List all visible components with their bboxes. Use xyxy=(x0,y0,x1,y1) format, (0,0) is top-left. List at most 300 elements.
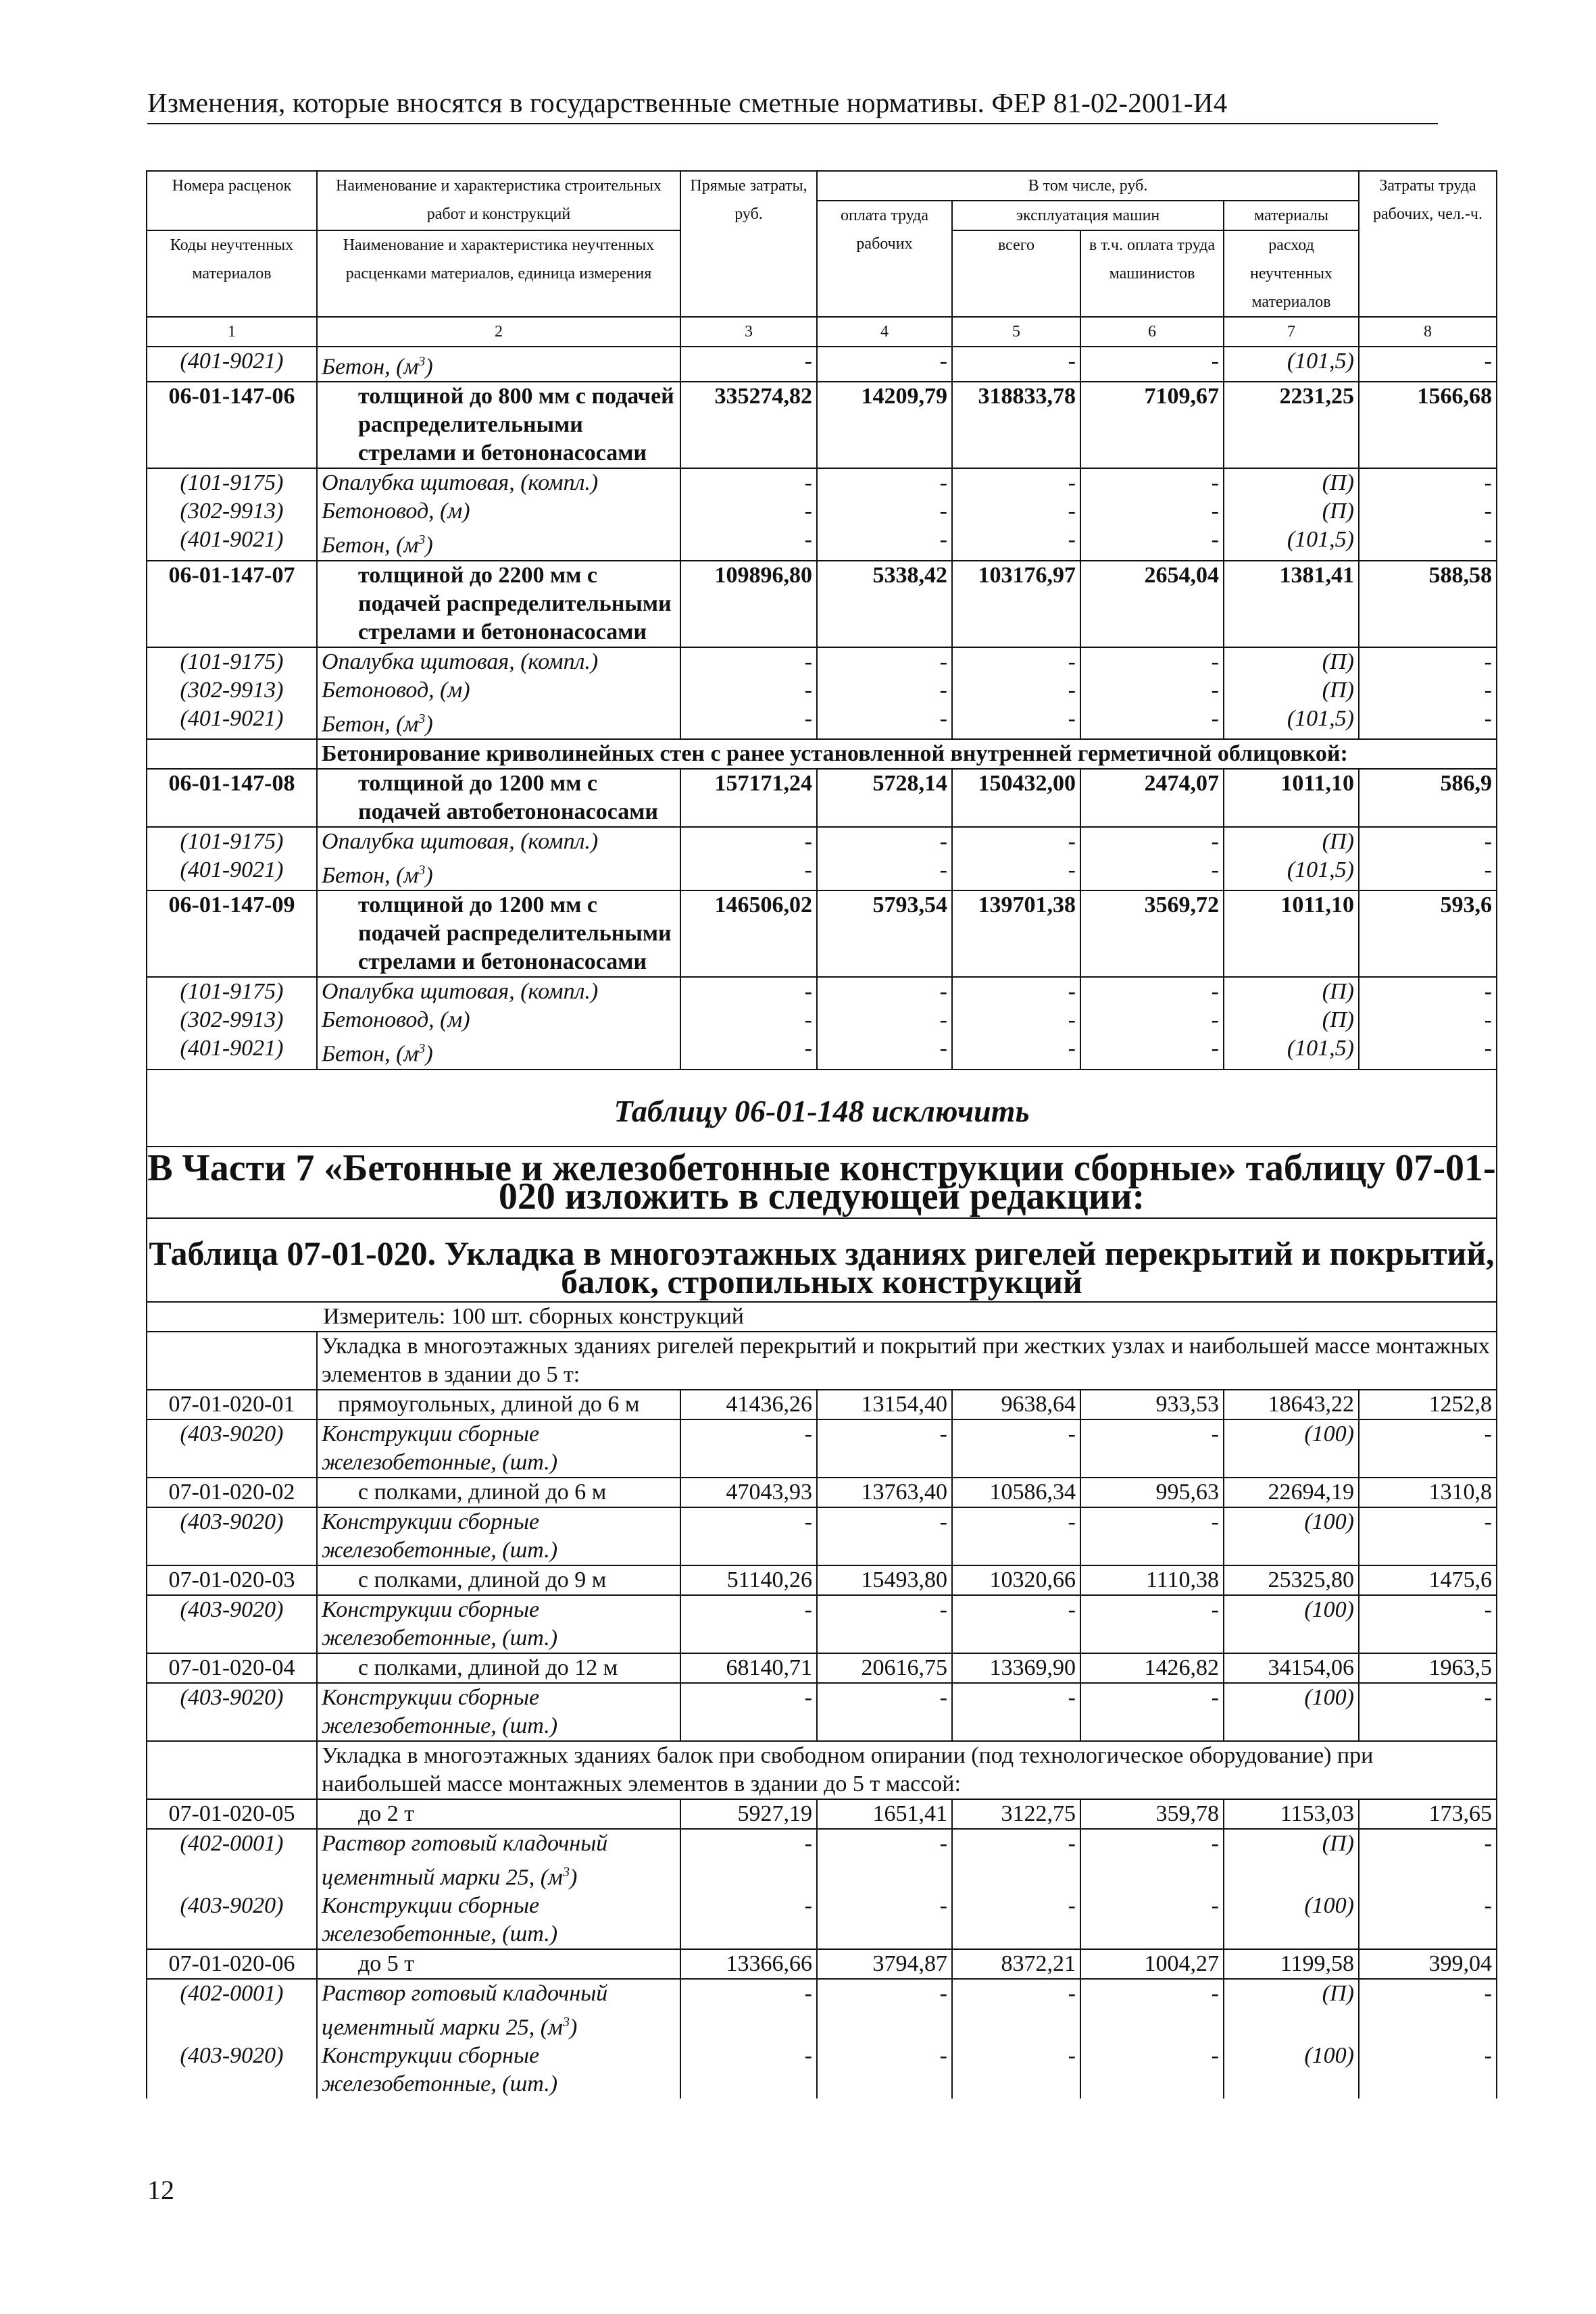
value-col-8: - xyxy=(1359,1979,1497,2042)
rate-code: 07-01-020-04 xyxy=(147,1653,317,1683)
value-col-7: 1153,03 xyxy=(1224,1799,1359,1829)
column-number: 4 xyxy=(817,317,952,347)
value-col-6: - xyxy=(1080,1419,1224,1478)
value-col-4: - xyxy=(817,1034,952,1069)
value-col-8: - xyxy=(1359,1829,1497,1892)
value-col-7: (101,5) xyxy=(1224,856,1359,890)
value-col-6: - xyxy=(1080,1979,1224,2042)
material-row xyxy=(147,1006,1497,1034)
value-col-6: 359,78 xyxy=(1080,1799,1224,1829)
material-row xyxy=(147,526,1497,560)
section-title: Укладка в многоэтажных зданиях ригелей перекрытий и покрытий при жестких узлах и наибольшей массе монтажных элементов в здании до 5 т: xyxy=(317,1332,1497,1390)
value-col-4: 20616,75 xyxy=(817,1653,952,1683)
value-col-6: 3569,72 xyxy=(1080,890,1224,977)
value-col-5: - xyxy=(952,468,1080,497)
value-col-3: 41436,26 xyxy=(680,1390,817,1419)
value-col-5: - xyxy=(952,827,1080,856)
section-spacer xyxy=(147,739,317,769)
value-col-6: 1110,38 xyxy=(1080,1565,1224,1595)
value-col-4: 14209,79 xyxy=(817,382,952,468)
section-row xyxy=(147,1741,1497,1799)
cubic-superscript: 3 xyxy=(418,532,426,548)
value-col-8: - xyxy=(1359,1892,1497,1949)
value-col-7: (П) xyxy=(1224,497,1359,526)
value-col-6: - xyxy=(1080,2042,1224,2098)
value-col-8: - xyxy=(1359,827,1497,856)
value-col-8: 586,9 xyxy=(1359,769,1497,827)
value-col-5: - xyxy=(952,676,1080,705)
value-col-6: - xyxy=(1080,497,1224,526)
table-title: Таблица 07-01-020. Укладка в многоэтажных зданиях ригелей перекрытий и покрытий, балок, стропильных конструкций xyxy=(147,1218,1497,1302)
material-row xyxy=(147,1595,1497,1653)
value-col-8: - xyxy=(1359,1683,1497,1741)
rates-table xyxy=(146,170,1497,2098)
page-number: 12 xyxy=(147,2175,174,2205)
work-name: толщиной до 1200 мм с подачей распределительными стрелами и бетононасосами xyxy=(317,890,680,977)
rate-code: 07-01-020-01 xyxy=(147,1390,317,1419)
material-row xyxy=(147,705,1497,739)
value-col-4: - xyxy=(817,1979,952,2042)
value-col-4: 15493,80 xyxy=(817,1565,952,1595)
material-row xyxy=(147,977,1497,1006)
rate-row xyxy=(147,1799,1497,1829)
material-row xyxy=(147,1507,1497,1565)
value-col-8: - xyxy=(1359,705,1497,739)
value-col-4: 1651,41 xyxy=(817,1799,952,1829)
value-col-6: 7109,67 xyxy=(1080,382,1224,468)
value-col-6: - xyxy=(1080,1595,1224,1653)
value-col-5: 9638,64 xyxy=(952,1390,1080,1419)
material-name: Конструкции сборные железобетонные, (шт.) xyxy=(317,1419,680,1478)
part-note: В Части 7 «Бетонные и железобетонные конструкции сборные» таблицу 07-01-020 изложить в следующей редакции: xyxy=(147,1147,1496,1217)
value-col-5: - xyxy=(952,497,1080,526)
value-col-5: - xyxy=(952,1006,1080,1034)
value-col-4: 13154,40 xyxy=(817,1390,952,1419)
value-col-6: 1004,27 xyxy=(1080,1949,1224,1979)
value-col-5: - xyxy=(952,526,1080,560)
value-col-4: 5793,54 xyxy=(817,890,952,977)
material-row xyxy=(147,1034,1497,1069)
value-col-5: - xyxy=(952,705,1080,739)
value-col-7: (П) xyxy=(1224,977,1359,1006)
value-col-7: (100) xyxy=(1224,2042,1359,2098)
work-name: прямоугольных, длиной до 6 м xyxy=(317,1390,680,1419)
value-col-8: - xyxy=(1359,1419,1497,1478)
cubic-superscript: 3 xyxy=(418,354,426,369)
material-row xyxy=(147,1829,1497,1892)
cubic-superscript: 3 xyxy=(418,1041,426,1057)
value-col-3: - xyxy=(680,1892,817,1949)
work-name: с полками, длиной до 12 м xyxy=(317,1653,680,1683)
value-col-6: 2654,04 xyxy=(1080,561,1224,647)
material-row xyxy=(147,497,1497,526)
value-col-6: - xyxy=(1080,1507,1224,1565)
material-name: Опалубка щитовая, (компл.) xyxy=(317,977,680,1006)
value-col-4: - xyxy=(817,1006,952,1034)
value-col-7: 18643,22 xyxy=(1224,1390,1359,1419)
value-col-3: 109896,80 xyxy=(680,561,817,647)
col-machines-total-header: всего xyxy=(952,230,1080,317)
value-col-6: - xyxy=(1080,856,1224,890)
value-col-3: - xyxy=(680,1034,817,1069)
value-col-5: 103176,97 xyxy=(952,561,1080,647)
column-number: 3 xyxy=(680,317,817,347)
value-col-3: - xyxy=(680,1683,817,1741)
value-col-8: - xyxy=(1359,1034,1497,1069)
section-spacer xyxy=(147,1741,317,1799)
value-col-3: 47043,93 xyxy=(680,1478,817,1507)
section-row xyxy=(147,739,1497,769)
value-col-5: 150432,00 xyxy=(952,769,1080,827)
value-col-3: - xyxy=(680,1507,817,1565)
work-name: с полками, длиной до 6 м xyxy=(317,1478,680,1507)
value-col-3: - xyxy=(680,2042,817,2098)
value-col-8: 1310,8 xyxy=(1359,1478,1497,1507)
value-col-7: 34154,06 xyxy=(1224,1653,1359,1683)
value-col-8: - xyxy=(1359,977,1497,1006)
value-col-4: - xyxy=(817,497,952,526)
value-col-4: - xyxy=(817,1507,952,1565)
value-col-6: - xyxy=(1080,647,1224,676)
value-col-5: - xyxy=(952,1595,1080,1653)
rate-code: 06-01-147-06 xyxy=(147,382,317,468)
value-col-4: - xyxy=(817,676,952,705)
value-col-7: (100) xyxy=(1224,1683,1359,1741)
value-col-8: 399,04 xyxy=(1359,1949,1497,1979)
value-col-8: - xyxy=(1359,468,1497,497)
material-row xyxy=(147,347,1497,382)
material-code: (302-9913) xyxy=(147,676,317,705)
value-col-8: - xyxy=(1359,1595,1497,1653)
value-col-5: 8372,21 xyxy=(952,1949,1080,1979)
material-code: (402-0001) xyxy=(147,1829,317,1892)
value-col-4: - xyxy=(817,977,952,1006)
value-col-4: - xyxy=(817,526,952,560)
value-col-5: - xyxy=(952,647,1080,676)
value-col-5: - xyxy=(952,1979,1080,2042)
material-code: (401-9021) xyxy=(147,856,317,890)
value-col-6: - xyxy=(1080,468,1224,497)
value-col-8: 593,6 xyxy=(1359,890,1497,977)
column-number: 2 xyxy=(317,317,680,347)
col-operators-wages-header: в т.ч. оплата труда машинистов xyxy=(1080,230,1224,317)
value-col-6: 2474,07 xyxy=(1080,769,1224,827)
value-col-8: - xyxy=(1359,1507,1497,1565)
rate-code: 07-01-020-06 xyxy=(147,1949,317,1979)
rate-row xyxy=(147,561,1497,647)
value-col-5: 3122,75 xyxy=(952,1799,1080,1829)
section-spacer xyxy=(147,1332,317,1390)
value-col-7: 22694,19 xyxy=(1224,1478,1359,1507)
material-code: (302-9913) xyxy=(147,1006,317,1034)
material-name: Конструкции сборные железобетонные, (шт.) xyxy=(317,1507,680,1565)
value-col-7: (П) xyxy=(1224,1979,1359,2042)
value-col-4: - xyxy=(817,1419,952,1478)
value-col-4: - xyxy=(817,1683,952,1741)
value-col-7: (100) xyxy=(1224,1419,1359,1478)
value-col-5: - xyxy=(952,856,1080,890)
value-col-3: - xyxy=(680,468,817,497)
col-wages-header: оплата труда рабочих xyxy=(817,201,952,317)
value-col-7: (П) xyxy=(1224,827,1359,856)
notes-block xyxy=(147,1070,1497,1332)
material-row xyxy=(147,1419,1497,1478)
value-col-4: - xyxy=(817,1892,952,1949)
col-work-name-header: Наименование и характеристика строительных работ и конструкций xyxy=(317,171,680,230)
value-col-8: 588,58 xyxy=(1359,561,1497,647)
value-col-7: (100) xyxy=(1224,1595,1359,1653)
material-name: Бетон, $(м^3)$ xyxy=(317,526,680,560)
material-code: (101-9175) xyxy=(147,468,317,497)
column-number: 1 xyxy=(147,317,317,347)
material-name: Опалубка щитовая, (компл.) xyxy=(317,827,680,856)
value-col-5: - xyxy=(952,1507,1080,1565)
col-materials-header: материалы xyxy=(1224,201,1359,230)
material-row xyxy=(147,1892,1497,1949)
material-name: Бетоновод, (м) xyxy=(317,676,680,705)
value-col-3: 5927,19 xyxy=(680,1799,817,1829)
material-code: (403-9020) xyxy=(147,2042,317,2098)
value-col-7: (П) xyxy=(1224,1829,1359,1892)
value-col-5: - xyxy=(952,1034,1080,1069)
value-col-3: - xyxy=(680,1419,817,1478)
material-name: Бетон, $(м^3)$ xyxy=(317,856,680,890)
cubic-superscript: 3 xyxy=(418,862,426,878)
value-col-6: - xyxy=(1080,705,1224,739)
material-code: (302-9913) xyxy=(147,497,317,526)
material-name: Конструкции сборные железобетонные, (шт.) xyxy=(317,1595,680,1653)
value-col-4: - xyxy=(817,647,952,676)
value-col-7: (100) xyxy=(1224,1892,1359,1949)
work-name: толщиной до 800 мм с подачей распределительными стрелами и бетононасосами xyxy=(317,382,680,468)
value-col-8: 1252,8 xyxy=(1359,1390,1497,1419)
col-rate-number-header: Номера расценок xyxy=(147,171,317,230)
material-code: (402-0001) xyxy=(147,1979,317,2042)
material-code: (403-9020) xyxy=(147,1595,317,1653)
material-code: (403-9020) xyxy=(147,1419,317,1478)
value-col-5: - xyxy=(952,1683,1080,1741)
value-col-8: 1475,6 xyxy=(1359,1565,1497,1595)
value-col-7: (100) xyxy=(1224,1507,1359,1565)
work-name: до 2 т xyxy=(317,1799,680,1829)
material-name: Бетон, $(м^3)$ xyxy=(317,1034,680,1069)
material-row xyxy=(147,2042,1497,2098)
value-col-3: 335274,82 xyxy=(680,382,817,468)
exclude-note: Таблицу 06-01-148 исключить xyxy=(147,1070,1497,1147)
table-header xyxy=(147,171,1497,347)
work-name: толщиной до 2200 мм с подачей распределительными стрелами и бетононасосами xyxy=(317,561,680,647)
column-number: 5 xyxy=(952,317,1080,347)
value-col-7: (П) xyxy=(1224,647,1359,676)
value-col-8: - xyxy=(1359,347,1497,382)
value-col-3: - xyxy=(680,647,817,676)
value-col-7: 1011,10 xyxy=(1224,769,1359,827)
material-name: Конструкции сборные железобетонные, (шт.) xyxy=(317,1892,680,1949)
col-material-name-header: Наименование и характеристика неучтенных расценками материалов, единица измерения xyxy=(317,230,680,317)
material-name: Конструкции сборные железобетонные, (шт.) xyxy=(317,1683,680,1741)
value-col-7: (П) xyxy=(1224,1006,1359,1034)
value-col-7: 1011,10 xyxy=(1224,890,1359,977)
value-col-5: 13369,90 xyxy=(952,1653,1080,1683)
value-col-5: - xyxy=(952,347,1080,382)
value-col-3: - xyxy=(680,347,817,382)
value-col-6: - xyxy=(1080,1006,1224,1034)
value-col-6: - xyxy=(1080,1034,1224,1069)
value-col-8: - xyxy=(1359,676,1497,705)
rate-row xyxy=(147,1949,1497,1979)
material-row xyxy=(147,468,1497,497)
value-col-4: 3794,87 xyxy=(817,1949,952,1979)
rate-row xyxy=(147,1478,1497,1507)
value-col-5: - xyxy=(952,977,1080,1006)
rate-code: 06-01-147-07 xyxy=(147,561,317,647)
material-code: (401-9021) xyxy=(147,705,317,739)
value-col-7: (101,5) xyxy=(1224,705,1359,739)
value-col-3: - xyxy=(680,1006,817,1034)
value-col-8: - xyxy=(1359,856,1497,890)
material-row xyxy=(147,676,1497,705)
rate-row xyxy=(147,769,1497,827)
column-number: 8 xyxy=(1359,317,1497,347)
measurement-unit: Измеритель: 100 шт. сборных конструкций xyxy=(147,1302,1497,1332)
material-row xyxy=(147,1683,1497,1741)
value-col-4: - xyxy=(817,856,952,890)
value-col-3: - xyxy=(680,977,817,1006)
material-name: Бетоновод, (м) xyxy=(317,497,680,526)
value-col-4: - xyxy=(817,347,952,382)
value-col-5: 318833,78 xyxy=(952,382,1080,468)
value-col-4: - xyxy=(817,827,952,856)
value-col-4: 13763,40 xyxy=(817,1478,952,1507)
value-col-3: - xyxy=(680,1829,817,1892)
value-col-7: (П) xyxy=(1224,468,1359,497)
value-col-6: - xyxy=(1080,977,1224,1006)
section-row xyxy=(147,1332,1497,1390)
value-col-6: 995,63 xyxy=(1080,1478,1224,1507)
rate-row xyxy=(147,382,1497,468)
material-name: Конструкции сборные железобетонные, (шт.) xyxy=(317,2042,680,2098)
value-col-3: 146506,02 xyxy=(680,890,817,977)
value-col-5: - xyxy=(952,1419,1080,1478)
value-col-3: - xyxy=(680,856,817,890)
value-col-3: - xyxy=(680,526,817,560)
value-col-8: - xyxy=(1359,497,1497,526)
column-numbers-row xyxy=(147,317,1497,347)
value-col-6: - xyxy=(1080,1683,1224,1741)
cubic-superscript: 3 xyxy=(562,1864,570,1880)
material-code: (403-9020) xyxy=(147,1892,317,1949)
value-col-6: - xyxy=(1080,1892,1224,1949)
work-name: толщиной до 1200 мм с подачей автобетононасосами xyxy=(317,769,680,827)
value-col-8: - xyxy=(1359,2042,1497,2098)
value-col-7: (101,5) xyxy=(1224,347,1359,382)
value-col-5: - xyxy=(952,1892,1080,1949)
col-labor-costs-header: Затраты труда рабочих, чел.-ч. xyxy=(1359,171,1497,317)
material-name: Бетон, $(м^3)$ xyxy=(317,705,680,739)
col-material-use-header: расход неучтенных материалов xyxy=(1224,230,1359,317)
value-col-3: - xyxy=(680,1595,817,1653)
material-code: (101-9175) xyxy=(147,977,317,1006)
work-name: с полками, длиной до 9 м xyxy=(317,1565,680,1595)
value-col-6: - xyxy=(1080,676,1224,705)
cubic-superscript: 3 xyxy=(562,2014,570,2030)
work-name: до 5 т xyxy=(317,1949,680,1979)
material-code: (403-9020) xyxy=(147,1683,317,1741)
rate-code: 07-01-020-03 xyxy=(147,1565,317,1595)
value-col-8: - xyxy=(1359,1006,1497,1034)
value-col-7: (П) xyxy=(1224,676,1359,705)
col-machines-header: эксплуатация машин xyxy=(952,201,1224,230)
section-title: Бетонирование криволинейных стен с ранее установленной внутренней герметичной облицовкой: xyxy=(317,739,1497,769)
material-row xyxy=(147,856,1497,890)
value-col-7: 1199,58 xyxy=(1224,1949,1359,1979)
value-col-8: 1963,5 xyxy=(1359,1653,1497,1683)
value-col-4: - xyxy=(817,2042,952,2098)
value-col-3: - xyxy=(680,705,817,739)
section-title: Укладка в многоэтажных зданиях балок при свободном опирании (под технологическое оборудование) при наибольшей массе монтажных элементов в здании до 5 т массой: xyxy=(317,1741,1497,1799)
value-col-7: 2231,25 xyxy=(1224,382,1359,468)
value-col-3: - xyxy=(680,676,817,705)
rate-row xyxy=(147,1565,1497,1595)
value-col-5: 10586,34 xyxy=(952,1478,1080,1507)
value-col-7: (101,5) xyxy=(1224,526,1359,560)
value-col-5: - xyxy=(952,2042,1080,2098)
value-col-3: - xyxy=(680,827,817,856)
rate-code: 07-01-020-05 xyxy=(147,1799,317,1829)
material-name: Раствор готовый кладочный цементный марки 25, $(м^3)$ xyxy=(317,1829,680,1892)
rate-code: 07-01-020-02 xyxy=(147,1478,317,1507)
value-col-3: - xyxy=(680,497,817,526)
material-row xyxy=(147,1979,1497,2042)
rate-row xyxy=(147,1390,1497,1419)
value-col-4: - xyxy=(817,468,952,497)
value-col-3: 68140,71 xyxy=(680,1653,817,1683)
value-col-8: - xyxy=(1359,647,1497,676)
material-code: (403-9020) xyxy=(147,1507,317,1565)
material-code: (401-9021) xyxy=(147,1034,317,1069)
value-col-6: - xyxy=(1080,526,1224,560)
value-col-5: - xyxy=(952,1829,1080,1892)
material-name: Бетон, $(м^3)$ xyxy=(317,347,680,382)
value-col-5: 139701,38 xyxy=(952,890,1080,977)
rate-code: 06-01-147-09 xyxy=(147,890,317,977)
value-col-3: 157171,24 xyxy=(680,769,817,827)
value-col-6: - xyxy=(1080,347,1224,382)
value-col-7: (101,5) xyxy=(1224,1034,1359,1069)
col-direct-costs-header: Прямые затраты, руб. xyxy=(680,171,817,317)
material-name: Опалубка щитовая, (компл.) xyxy=(317,647,680,676)
value-col-3: 51140,26 xyxy=(680,1565,817,1595)
value-col-5: 10320,66 xyxy=(952,1565,1080,1595)
cubic-superscript: 3 xyxy=(418,711,426,726)
col-material-codes-header: Коды неучтенных материалов xyxy=(147,230,317,317)
value-col-6: - xyxy=(1080,827,1224,856)
material-name: Опалубка щитовая, (компл.) xyxy=(317,468,680,497)
material-name: Бетоновод, (м) xyxy=(317,1006,680,1034)
material-code: (401-9021) xyxy=(147,526,317,560)
rate-row xyxy=(147,890,1497,977)
col-including-header: В том числе, руб. xyxy=(817,171,1359,201)
page-header: Изменения, которые вносятся в государственные сметные нормативы. ФЕР 81-02-2001-И4 xyxy=(147,86,1438,124)
rate-code: 06-01-147-08 xyxy=(147,769,317,827)
value-col-4: 5338,42 xyxy=(817,561,952,647)
table-part2 xyxy=(147,1332,1497,2099)
value-col-3: 13366,66 xyxy=(680,1949,817,1979)
value-col-3: - xyxy=(680,1979,817,2042)
material-row xyxy=(147,647,1497,676)
column-number: 7 xyxy=(1224,317,1359,347)
value-col-4: - xyxy=(817,1595,952,1653)
